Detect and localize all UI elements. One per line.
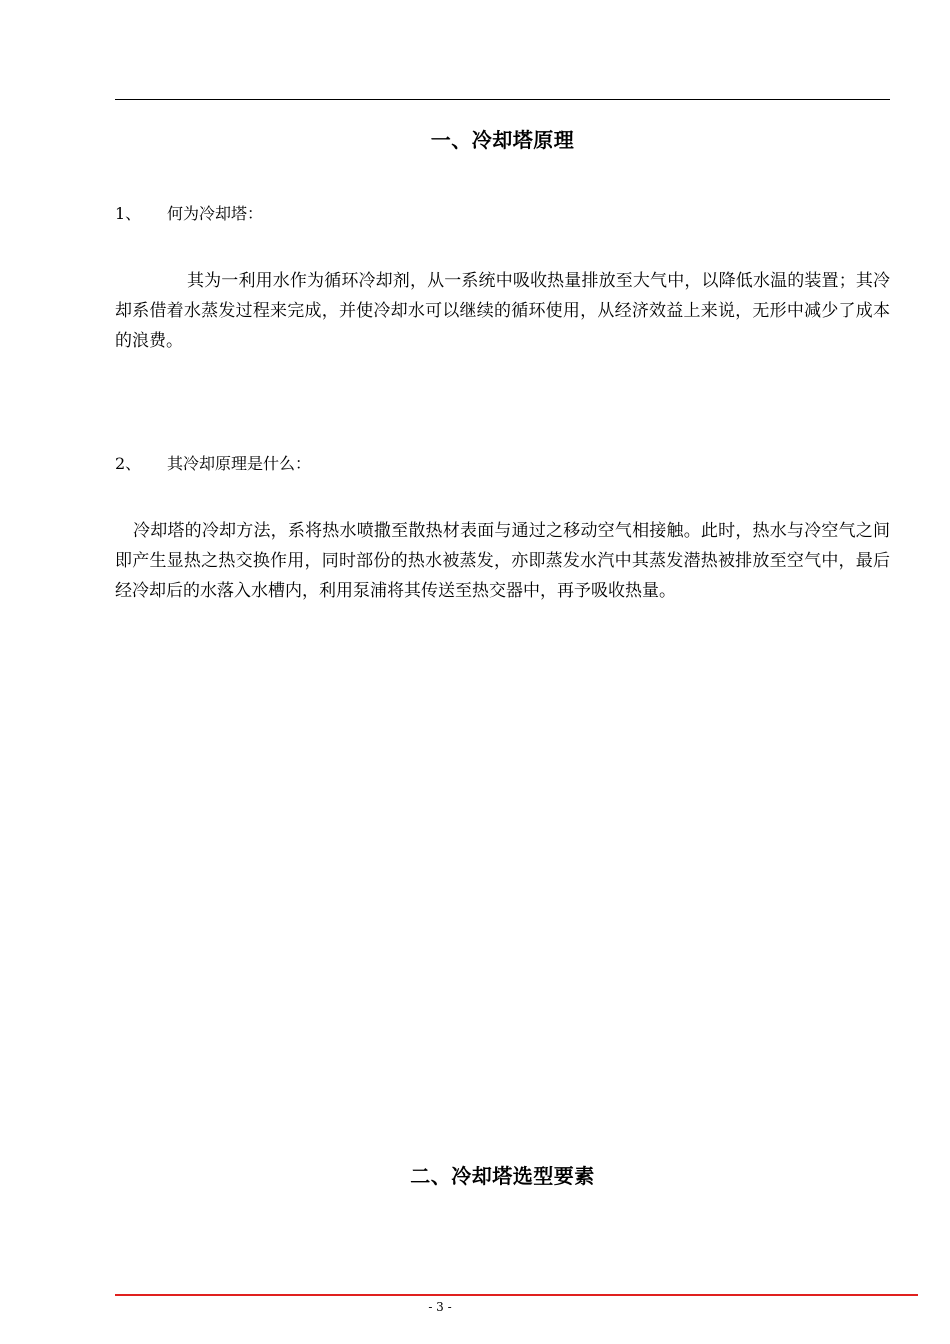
section-title-2: 二、冷却塔选型要素 (410, 1164, 595, 1188)
question-1 (115, 201, 263, 224)
question-2-label: 其冷却原理是什么： (167, 454, 312, 473)
question-1-label: 何为冷却塔： (167, 204, 264, 223)
question-1-number: 1、 (115, 204, 142, 223)
page-number: - 3 - (428, 1300, 452, 1314)
section-title-1: 一、冷却塔原理 (430, 128, 575, 152)
footer-rule (115, 1294, 918, 1296)
question-2-number: 2、 (115, 454, 142, 473)
header-rule (115, 99, 890, 100)
answer-2-paragraph: 冷却塔的冷却方法，系将热水喷撒至散热材表面与通过之移动空气相接触。此时，热水与冷空气之间即产生显热之热交换作用，同时部份的热水被蒸发，亦即蒸发水汽中其蒸发潜热被排放至空气中，最后经冷却后的水落入水槽内，利用泵浦将其传送至热交器中，再予吸收热量。 (115, 521, 890, 601)
question-2 (115, 451, 311, 474)
answer-1-paragraph: 其为一利用水作为循环冷却剂，从一系统中吸收热量排放至大气中，以降低水温的装置；其冷却系借着水蒸发过程来完成，并使冷却水可以继续的循环使用，从经济效益上来说，无形中减少了成本的浪费。 (115, 271, 890, 351)
